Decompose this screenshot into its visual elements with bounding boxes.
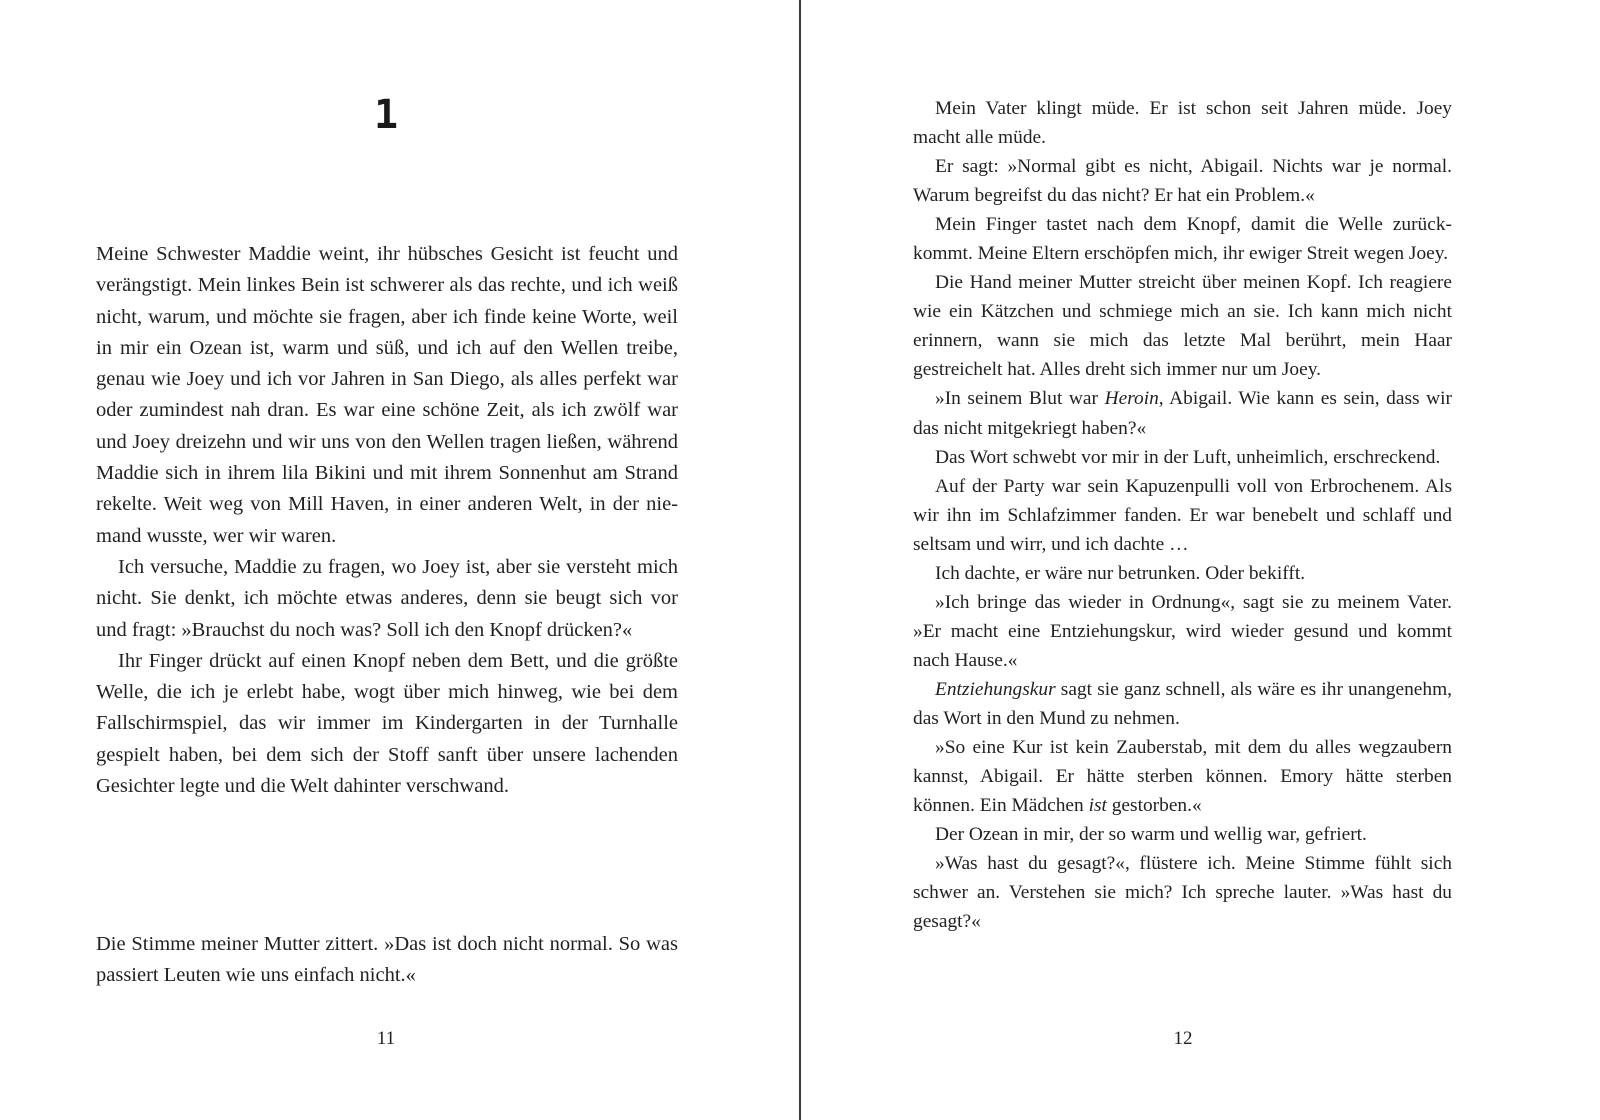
paragraph: Ihr Finger drückt auf einen Knopf neben dem Bett, und die größte Welle, die ich je erlebt habe, wogt über mich hinweg, wie bei dem Fallschirmspiel, das wir immer im Kindergarten in der Turnhalle gespielt haben, bei dem sich der Stoff sanft über unsere lachenden Gesichter legte und die Welt dahinter verschwand. [96, 649, 678, 798]
paragraph: Der Ozean in mir, der so warm und wellig war, gefriert. [935, 824, 1367, 846]
page-number: 12 [1173, 1028, 1193, 1049]
paragraph: Meine Schwester Maddie weint, ihr hübsches Gesicht ist feucht und verängstigt. Mein linkes Bein ist schwerer als das rechte, und ich weiß nicht, warum, und möchte sie fragen, aber ich finde keine Worte, weil in mir ein Ozean ist, warm und süß, und ich auf den Wellen treibe, genau wie Joey und ich vor Jahren in San Diego, als alles perfekt war oder zumindest nah dran. Es war eine schöne Zeit, als ich zwölf war und Joey dreizehn und wir uns von den Wellen tragen ließen, während Maddie sich in ihrem lila Bikini und mit ihrem Sonnenhut am Strand rekelte. Weit weg von Mill Haven, in einer anderen Welt, in der niemand wusste, wer wir waren. [96, 243, 678, 547]
paragraph: Die Hand meiner Mutter streicht über meinen Kopf. Ich reagiere wie ein Kätzchen und schmiege mich an sie. Ich kann mich nicht erinnern, wann sie mich das letzte Mal berührt, mein Haar gestreichelt hat. Alles dreht sich immer nur um Joey. [913, 272, 1452, 381]
page-number: 11 [376, 1028, 396, 1049]
right-text-block [913, 94, 1452, 936]
paragraph: Ich versuche, Maddie zu fragen, wo Joey ist, aber sie versteht mich nicht. Sie denkt, ich möchte etwas anderes, denn sie beugt sich vor und fragt: »Brauchst du noch was? Soll ich den Knopf drücken?« [96, 555, 678, 641]
text-span: sagt sie ganz schnell, als wäre es ihr unangenehm, das Wort in den Mund zu nehmen. [913, 678, 1452, 729]
italic-text: Heroin [1104, 388, 1159, 410]
text-span: »In seinem Blut war [935, 388, 1105, 410]
paragraph: Mein Finger tastet nach dem Knopf, damit die Welle zurückkommt. Meine Eltern erschöpfen mich, ihr ewiger Streit wegen Joey. [913, 214, 1452, 265]
paragraph: »Was hast du gesagt?«, flüstere ich. Meine Stimme fühlt sich schwer an. Verstehen sie mich? Ich spreche lauter. »Was hast du gesagt?« [913, 853, 1452, 933]
paragraph: Die Stimme meiner Mutter zittert. »Das ist doch nicht normal. So was passiert Leuten wie uns einfach nicht.« [96, 933, 678, 987]
text-span: , Abigail. Wie kann es sein, dass wir das nicht mitgekriegt haben?« [913, 388, 1452, 439]
chapter-number: 1 [373, 92, 399, 138]
paragraph: Auf der Party war sein Kapuzenpulli voll von Erbrochenem. Als wir ihn im Schlafzimmer fanden. Er war benebelt und schlaff und seltsam und wirr, und ich dachte … [913, 475, 1452, 555]
paragraph: Das Wort schwebt vor mir in der Luft, unheimlich, erschreckend. [935, 446, 1441, 468]
paragraph: Mein Vater klingt müde. Er ist schon seit Jahren müde. Joey macht alle müde. [913, 98, 1452, 149]
paragraph: »Ich bringe das wieder in Ordnung«, sagt sie zu meinem Vater. »Er macht eine Entziehungskur, wird wieder gesund und kommt nach Hause.« [913, 591, 1452, 671]
italic-text: ist [1088, 795, 1107, 817]
text-span: gestorben.« [1106, 795, 1202, 817]
paragraph: Ich dachte, er wäre nur betrunken. Oder bekifft. [935, 562, 1306, 584]
left-text-block [96, 239, 678, 802]
paragraph [913, 733, 1452, 820]
paragraph [913, 384, 1452, 442]
paragraph: Er sagt: »Normal gibt es nicht, Abigail. Nichts war je normal. Warum begreifst du das nicht? Er hat ein Problem.« [913, 156, 1452, 207]
text-span: »So eine Kur ist kein Zauberstab, mit dem du alles wegzaubern kannst, Abigail. Er hätte sterben können. Emory hätte sterben können. Ein Mädchen [913, 737, 1452, 817]
paragraph [913, 675, 1452, 733]
italic-text: Entziehungskur [935, 678, 1056, 700]
left-text-block-section-2 [96, 929, 678, 992]
